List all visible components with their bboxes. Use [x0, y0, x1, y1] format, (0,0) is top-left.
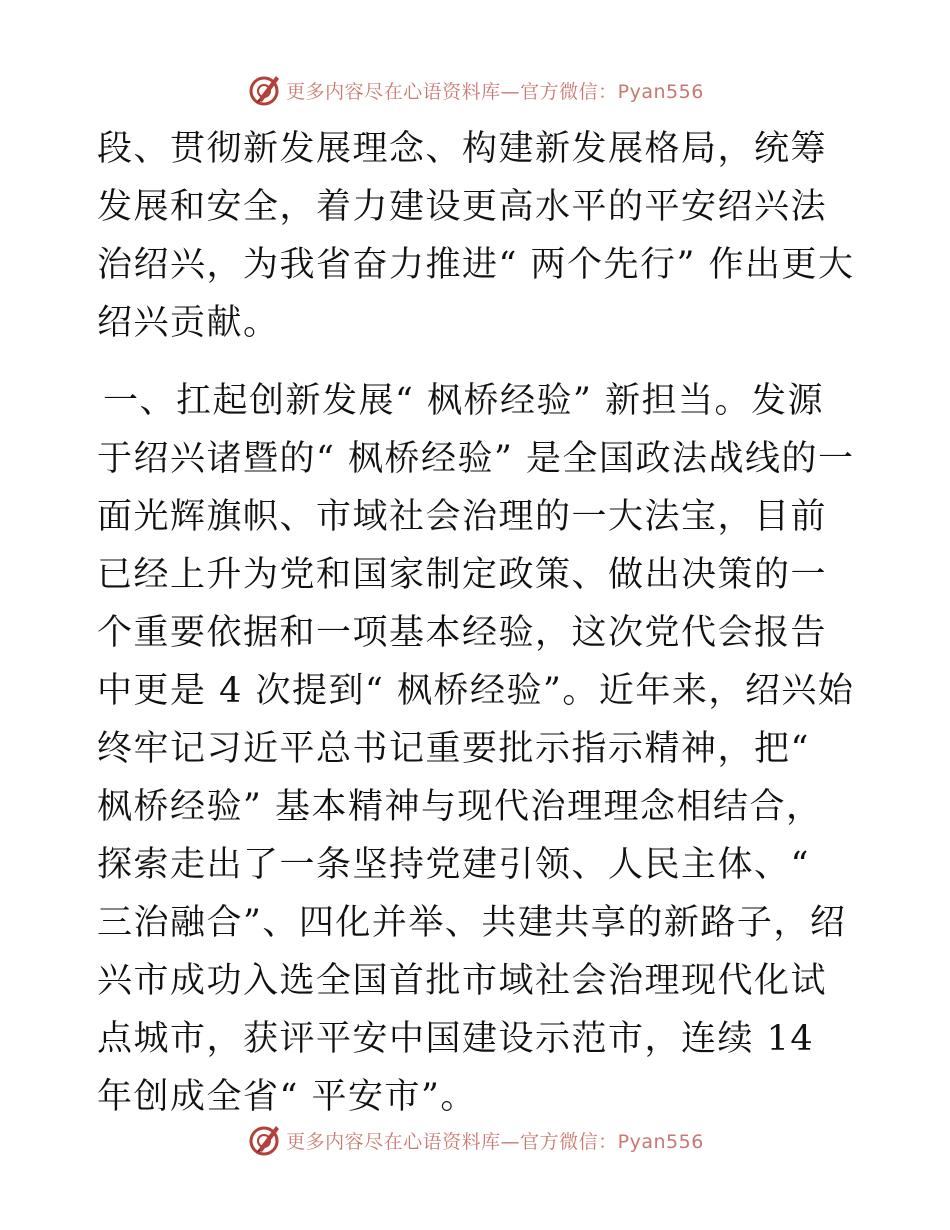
paragraph-2: 一、扛起创新发展“ 枫桥经验” 新担当。发源于绍兴诸暨的“ 枫桥经验” 是全国政法战线的一面光辉旗帜、市域社会治理的一大法宝，目前已经上升为党和国家制定政策、做出决策的一个重要依据和一项基本经验，这次党代会报告中更是 4 次提到“ 枫桥经验”。近年来，绍兴始终牢记习近平总书记重要批示指示精神，把“ 枫桥经验” 基本精神与现代治理理念相结合，探索走出了一条坚持党建引领、人民主体、“ 三治融合”、四化并举、共建共享的新路子，绍兴市成功入选全国首批市域社会治理现代化试点城市，获评平安中国建设示范市，连续 14 年创成全省“ 平安市”。 [97, 381, 855, 1117]
quill-logo-icon [246, 72, 282, 108]
document-body [97, 120, 857, 1126]
footer-banner-text: 更多内容尽在心语资料库—官方微信：Pyan556 [286, 1130, 704, 1153]
footer-banner [0, 1120, 950, 1160]
quill-logo-icon [246, 1122, 282, 1158]
header-banner [0, 70, 950, 110]
paragraph-1: 段、贯彻新发展理念、构建新发展格局，统筹发展和安全，着力建设更高水平的平安绍兴法治绍兴，为我省奋力推进“ 两个先行” 作出更大绍兴贡献。 [97, 129, 855, 343]
header-banner-text: 更多内容尽在心语资料库—官方微信：Pyan556 [286, 80, 704, 103]
